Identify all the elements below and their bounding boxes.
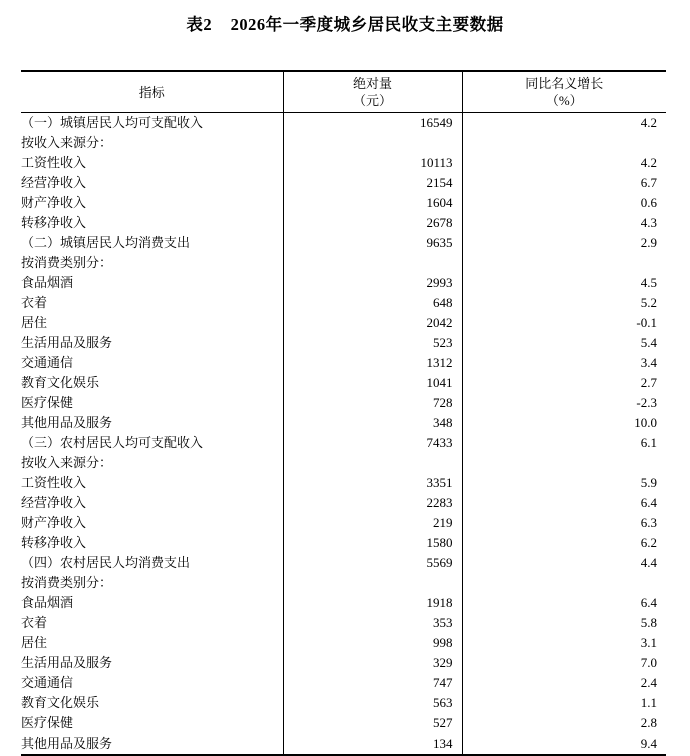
table-cell-absolute: 728 <box>283 393 462 413</box>
table-cell-growth: 0.6 <box>462 193 666 213</box>
table-cell-growth: 2.7 <box>462 373 666 393</box>
table-cell-indicator: 食品烟酒 <box>21 275 74 290</box>
table-cell-absolute: 747 <box>283 673 462 693</box>
table-cell-indicator: （四）农村居民人均消费支出 <box>21 555 191 570</box>
table-header-row <box>21 71 666 113</box>
table-cell-absolute: 353 <box>283 613 462 633</box>
table-cell-indicator: 按消费类别分： <box>21 575 113 590</box>
table-row <box>21 573 666 593</box>
table-row <box>21 293 666 313</box>
table-cell-indicator: 教育文化娱乐 <box>21 695 100 710</box>
table-cell-absolute: 648 <box>283 293 462 313</box>
table-cell-absolute: 3351 <box>283 473 462 493</box>
table-row <box>21 253 666 273</box>
table-row <box>21 413 666 433</box>
table-row <box>21 673 666 693</box>
table-row <box>21 213 666 233</box>
table-cell-indicator: 居住 <box>21 315 48 330</box>
table-cell-indicator: 交通通信 <box>21 355 74 370</box>
table-row <box>21 693 666 713</box>
table-cell-growth <box>462 573 666 593</box>
table-cell-indicator: 食品烟酒 <box>21 595 74 610</box>
table-row <box>21 393 666 413</box>
table-cell-growth: -2.3 <box>462 393 666 413</box>
table-cell-indicator: 生活用品及服务 <box>21 655 113 670</box>
table-cell-absolute <box>283 453 462 473</box>
table-cell-absolute: 1312 <box>283 353 462 373</box>
table-cell-indicator: （一）城镇居民人均可支配收入 <box>21 115 204 130</box>
table-cell-growth: 6.2 <box>462 533 666 553</box>
table-cell-growth: 2.8 <box>462 713 666 733</box>
table-row <box>21 133 666 153</box>
table-cell-indicator: 衣着 <box>21 295 48 310</box>
table-cell-growth: 5.9 <box>462 473 666 493</box>
table-cell-absolute: 16549 <box>283 113 462 134</box>
table-cell-indicator: 教育文化娱乐 <box>21 375 100 390</box>
table-row <box>21 353 666 373</box>
table-row <box>21 173 666 193</box>
table-row <box>21 473 666 493</box>
table-cell-indicator: 按收入来源分： <box>21 455 113 470</box>
table-cell-growth <box>462 453 666 473</box>
table-cell-absolute: 10113 <box>283 153 462 173</box>
column-header-growth-line1: 同比名义增长 <box>525 76 604 91</box>
table-cell-absolute <box>283 133 462 153</box>
table-cell-absolute: 1580 <box>283 533 462 553</box>
table-cell-growth: 3.4 <box>462 353 666 373</box>
table-cell-growth <box>462 253 666 273</box>
table-cell-growth: 4.4 <box>462 553 666 573</box>
statistics-table <box>21 70 666 756</box>
table-cell-indicator: 按消费类别分： <box>21 255 113 270</box>
table-cell-indicator: （三）农村居民人均可支配收入 <box>21 435 204 450</box>
table-cell-absolute: 527 <box>283 713 462 733</box>
table-cell-growth: 6.1 <box>462 433 666 453</box>
page-title: 表2 2026年一季度城乡居民收支主要数据 <box>186 15 504 34</box>
table-header <box>21 71 666 113</box>
table-row <box>21 713 666 733</box>
table-cell-absolute: 1604 <box>283 193 462 213</box>
table-row <box>21 533 666 553</box>
table-cell-absolute: 2678 <box>283 213 462 233</box>
table-cell-indicator: 医疗保健 <box>21 395 74 410</box>
table-cell-growth: 2.4 <box>462 673 666 693</box>
table-cell-absolute: 219 <box>283 513 462 533</box>
table-row <box>21 333 666 353</box>
table-row <box>21 193 666 213</box>
table-cell-growth: 6.3 <box>462 513 666 533</box>
column-header-absolute <box>283 71 462 113</box>
table-cell-growth: 5.8 <box>462 613 666 633</box>
table-cell-growth: 4.3 <box>462 213 666 233</box>
table-cell-absolute: 134 <box>283 733 462 755</box>
column-header-indicator <box>21 71 283 113</box>
table-cell-absolute: 5569 <box>283 553 462 573</box>
table-row <box>21 233 666 253</box>
column-header-growth <box>462 71 666 113</box>
table-cell-absolute: 2154 <box>283 173 462 193</box>
table-row <box>21 613 666 633</box>
table-row <box>21 433 666 453</box>
table-cell-growth: 6.4 <box>462 593 666 613</box>
table-cell-indicator: 转移净收入 <box>21 215 87 230</box>
table-cell-indicator: 按收入来源分： <box>21 135 113 150</box>
table-row <box>21 113 666 134</box>
table-cell-indicator: 交通通信 <box>21 675 74 690</box>
column-header-absolute-line1: 绝对量 <box>352 76 392 91</box>
table-cell-indicator: 其他用品及服务 <box>21 733 283 755</box>
table-row <box>21 493 666 513</box>
table-cell-indicator: 衣着 <box>21 615 48 630</box>
table-cell-absolute: 2042 <box>283 313 462 333</box>
table-cell-indicator: 生活用品及服务 <box>21 335 113 350</box>
table-cell-indicator: 工资性收入 <box>21 155 87 170</box>
table-row <box>21 373 666 393</box>
table-cell-absolute: 7433 <box>283 433 462 453</box>
column-header-absolute-line2: （元） <box>352 93 392 108</box>
table-cell-indicator: 财产净收入 <box>21 195 87 210</box>
table-cell-indicator: 经营净收入 <box>21 495 87 510</box>
table-body <box>21 113 666 756</box>
table-cell-absolute: 998 <box>283 633 462 653</box>
table-cell-growth: 5.4 <box>462 333 666 353</box>
table-cell-growth: 6.7 <box>462 173 666 193</box>
table-row <box>21 273 666 293</box>
table-cell-indicator: 转移净收入 <box>21 535 87 550</box>
table-cell-absolute: 1918 <box>283 593 462 613</box>
table-cell-absolute: 1041 <box>283 373 462 393</box>
table-cell-absolute: 523 <box>283 333 462 353</box>
table-cell-indicator: 居住 <box>21 635 48 650</box>
table-row <box>21 453 666 473</box>
table-cell-growth: 1.1 <box>462 693 666 713</box>
table-cell-indicator: 医疗保健 <box>21 715 74 730</box>
column-header-indicator-line1: 指标 <box>138 84 165 100</box>
table-cell-indicator: （二）城镇居民人均消费支出 <box>21 235 191 250</box>
table-cell-indicator: 其他用品及服务 <box>21 415 113 430</box>
table-cell-absolute: 9635 <box>283 233 462 253</box>
table-cell-growth: 10.0 <box>462 413 666 433</box>
table-cell-absolute: 2993 <box>283 273 462 293</box>
table-cell-growth: 9.4 <box>462 733 666 755</box>
table-cell-growth: -0.1 <box>462 313 666 333</box>
table-cell-absolute: 2283 <box>283 493 462 513</box>
table-cell-growth <box>462 133 666 153</box>
table-cell-growth: 5.2 <box>462 293 666 313</box>
table-cell-growth: 4.5 <box>462 273 666 293</box>
table-row <box>21 513 666 533</box>
table-row <box>21 653 666 673</box>
table-cell-growth: 2.9 <box>462 233 666 253</box>
table-row <box>21 593 666 613</box>
table-cell-absolute: 348 <box>283 413 462 433</box>
table-row <box>21 553 666 573</box>
table-cell-absolute: 329 <box>283 653 462 673</box>
column-header-growth-line2: （%） <box>545 93 583 108</box>
table-row <box>21 633 666 653</box>
table-row <box>21 733 666 755</box>
table-cell-indicator: 工资性收入 <box>21 475 87 490</box>
table-row <box>21 313 666 333</box>
table-cell-growth: 4.2 <box>462 153 666 173</box>
table-cell-growth: 7.0 <box>462 653 666 673</box>
table-row <box>21 153 666 173</box>
table-cell-absolute <box>283 253 462 273</box>
table-cell-absolute: 563 <box>283 693 462 713</box>
table-cell-growth: 6.4 <box>462 493 666 513</box>
table-cell-growth: 3.1 <box>462 633 666 653</box>
table-cell-growth: 4.2 <box>462 113 666 134</box>
table-cell-absolute <box>283 573 462 593</box>
table-cell-indicator: 财产净收入 <box>21 515 87 530</box>
table-cell-indicator: 经营净收入 <box>21 175 87 190</box>
